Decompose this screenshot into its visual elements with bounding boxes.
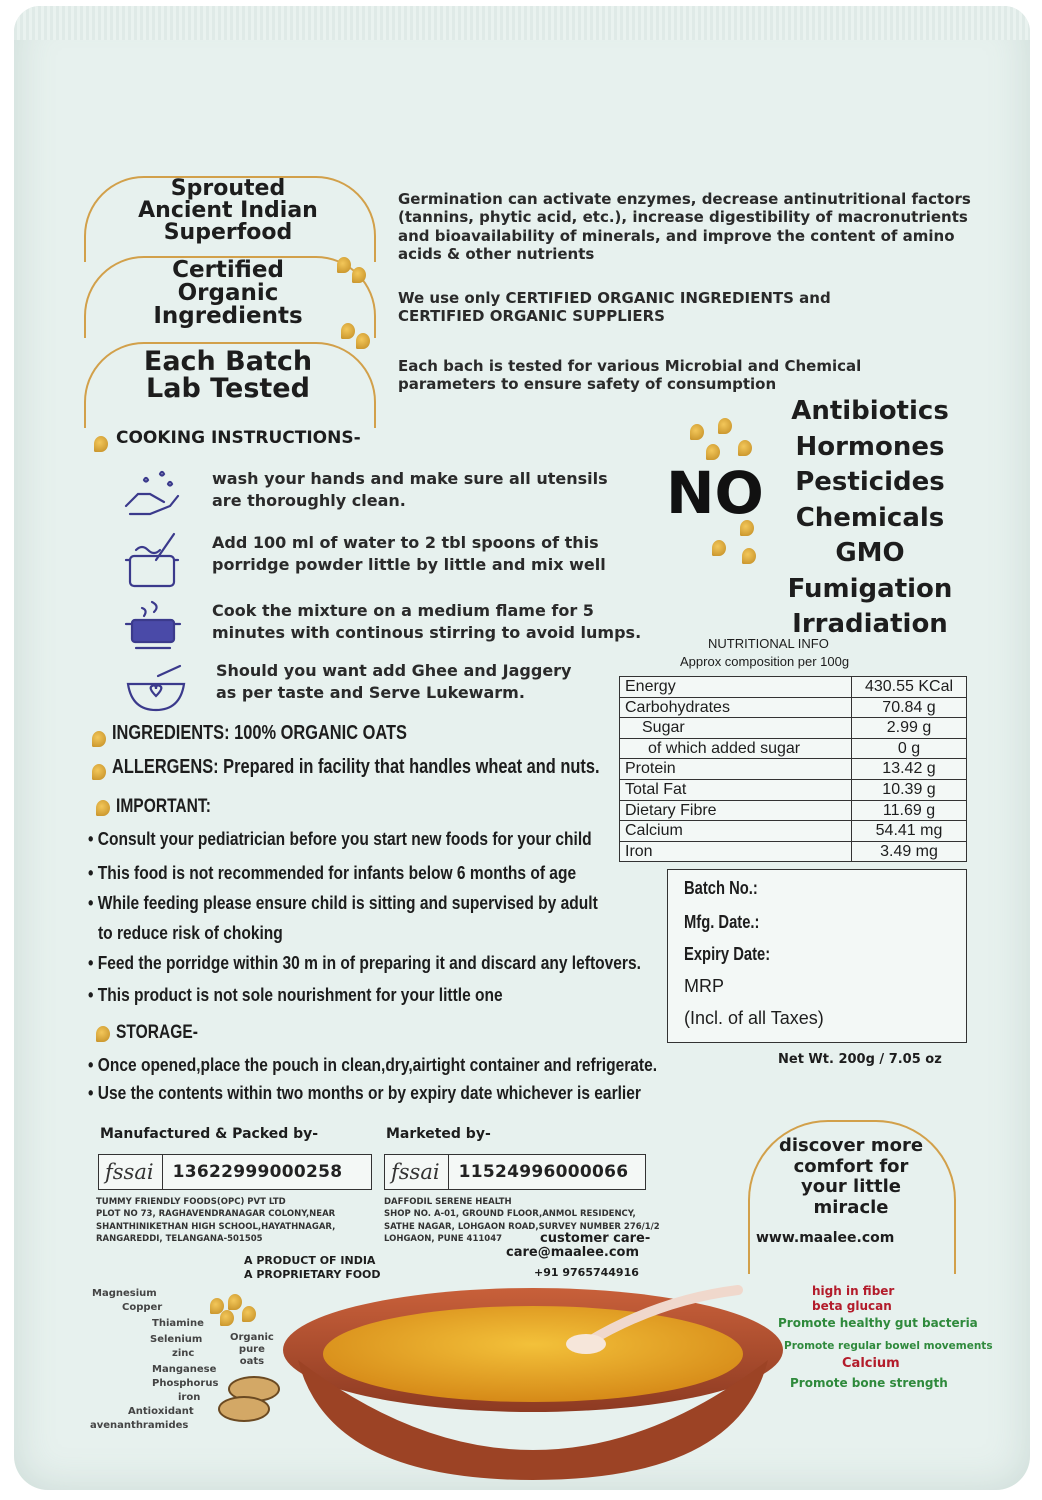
important-heading: IMPORTANT:: [116, 796, 211, 817]
stove-cooking-icon: [122, 598, 186, 656]
table-row: Protein 13.42 g: [620, 759, 967, 780]
feature-text-sprouted: Germination can activate enzymes, decrease antinutritional factors (tannins, phytic acid, etc.), increase digestibility of macronutrients and bioavailability of minerals, and improve the content of amino acids & other nutrients: [398, 190, 971, 263]
nutrient-label: Magnesium: [92, 1288, 157, 1299]
cooking-step-2: Add 100 ml of water to 2 tbl spoons of this porridge powder little by little and mix well: [212, 533, 606, 575]
feature-title-lab-tested: Each Batch Lab Tested: [143, 346, 313, 404]
nutrient-label: zinc: [172, 1348, 195, 1359]
storage-heading: STORAGE-: [116, 1022, 198, 1043]
leaf-bullet-icon: [92, 731, 106, 747]
important-bullet: • While feeding please ensure child is sitting and supervised by adult: [88, 892, 598, 913]
table-row: Carbohydrates 70.84 g: [620, 697, 967, 718]
cooking-heading: COOKING INSTRUCTIONS-: [116, 428, 361, 448]
no-item: Chemicals: [795, 502, 945, 533]
important-bullet: • This product is not sole nourishment for your little one: [88, 984, 503, 1005]
seed-cluster-icon: [341, 323, 355, 339]
seed-cluster-icon: [356, 333, 370, 349]
feature-text-lab-tested: Each bach is tested for various Microbial and Chemical parameters to ensure safety of consumption: [398, 357, 862, 394]
ingredients-line: INGREDIENTS: 100% ORGANIC OATS: [112, 722, 407, 744]
important-bullet: • Consult your pediatrician before you start new foods for your child: [88, 828, 592, 849]
feature-title-sprouted: Sprouted Ancient Indian Superfood: [138, 176, 318, 245]
storage-bullet: • Use the contents within two months or by expiry date whichever is earlier: [88, 1082, 641, 1103]
seed-cluster-icon: [738, 440, 752, 456]
feature-title-organic: Certified Organic Ingredients: [153, 257, 303, 329]
table-row: Calcium 54.41 mg: [620, 821, 967, 842]
oat-grain-icon: [242, 1306, 256, 1322]
expiry-date-label: Expiry Date:: [684, 944, 771, 964]
leaf-bullet-icon: [94, 436, 108, 452]
pot-mixing-icon: [122, 530, 186, 592]
table-row: Total Fat 10.39 g: [620, 779, 967, 800]
nutrient-label: Selenium: [150, 1334, 203, 1345]
customer-care: customer care- care@maalee.com: [506, 1231, 651, 1261]
batch-info-box: [667, 869, 967, 1043]
nutrient-label: iron: [178, 1392, 201, 1403]
nutrition-subtitle: Approx composition per 100g: [680, 654, 850, 669]
benefit-fiber: high in fiber beta glucan: [812, 1284, 895, 1313]
seed-cluster-icon: [337, 257, 351, 273]
feature-text-organic: We use only CERTIFIED ORGANIC INGREDIENTS and CERTIFIED ORGANIC SUPPLIERS: [398, 289, 831, 326]
seed-cluster-icon: [690, 424, 704, 440]
important-bullet: • This food is not recommended for infants below 6 months of age: [88, 862, 577, 883]
benefit-bone: Promote bone strength: [790, 1376, 948, 1390]
seed-cluster-icon: [706, 444, 720, 460]
seed-cluster-icon: [742, 548, 756, 564]
benefit-calcium: Calcium: [842, 1356, 900, 1371]
nutrient-label: Phosphorus: [152, 1378, 219, 1389]
website-link[interactable]: www.maalee.com: [756, 1230, 895, 1246]
cooking-step-1: wash your hands and make sure all utensils are thoroughly clean.: [212, 469, 608, 511]
nutrition-title: NUTRITIONAL INFO: [708, 636, 829, 651]
benefit-bowel: Promote regular bowel movements: [784, 1340, 993, 1352]
pouch-top-seal: [14, 6, 1030, 40]
nutrient-label: Manganese: [152, 1364, 217, 1375]
marketer-heading: Marketed by-: [386, 1126, 491, 1142]
storage-bullet: • Once opened,place the pouch in clean,dry,airtight container and refrigerate.: [88, 1054, 658, 1075]
table-row: Sugar 2.99 g: [620, 718, 967, 739]
batch-no-label: Batch No.:: [684, 878, 758, 898]
customer-care-phone: +91 9765744916: [534, 1266, 639, 1279]
mrp-label: MRP: [684, 976, 724, 996]
cooking-step-4: Should you want add Ghee and Jaggery as per taste and Serve Lukewarm.: [216, 661, 572, 703]
manufacturer-heading: Manufactured & Packed by-: [100, 1126, 319, 1142]
table-row: of which added sugar 0 g: [620, 738, 967, 759]
organic-oats-label: Organic pure oats: [230, 1332, 274, 1367]
no-item: Pesticides: [795, 467, 945, 497]
mrp-note: (Incl. of all Taxes): [684, 1008, 824, 1028]
mfg-date-label: Mfg. Date.:: [684, 912, 760, 932]
allergens-line: ALLERGENS: Prepared in facility that handles wheat and nuts.: [112, 756, 600, 778]
no-item: GMO: [835, 538, 905, 568]
important-bullet-continued: to reduce risk of choking: [98, 922, 283, 943]
net-weight: Net Wt. 200g / 7.05 oz: [778, 1052, 942, 1067]
no-item: Hormones: [795, 431, 945, 462]
fssai-logo-icon: fssai: [99, 1155, 163, 1189]
table-row: Iron 3.49 mg: [620, 841, 967, 862]
promo-text: discover more comfort for your little miracle: [778, 1135, 924, 1219]
table-row: Dietary Fibre 11.69 g: [620, 800, 967, 821]
cooking-step-3: Cook the mixture on a medium flame for 5 minutes with continous stirring to avoid lumps.: [212, 601, 642, 643]
no-label: NO: [666, 459, 764, 527]
benefit-gut: Promote healthy gut bacteria: [778, 1316, 978, 1330]
manufacturer-fssai: fssai 13622999000258: [98, 1154, 372, 1190]
no-item: Irradiation: [792, 609, 948, 639]
origin-statement: A PRODUCT OF INDIA A PROPRIETARY FOOD: [244, 1254, 381, 1282]
porridge-bowl-illustration: [268, 1280, 798, 1486]
leaf-bullet-icon: [92, 764, 106, 780]
nutrition-table: [619, 676, 967, 862]
leaf-bullet-icon: [96, 1026, 110, 1042]
serving-bowl-icon: [124, 662, 188, 716]
important-bullet: • Feed the porridge within 30 m in of preparing it and discard any leftovers.: [88, 952, 641, 973]
marketer-fssai: fssai 11524996000066: [384, 1154, 646, 1190]
oat-grain-icon: [220, 1310, 234, 1326]
oat-seed-icon: [218, 1396, 270, 1422]
table-row: Energy 430.55 KCal: [620, 677, 967, 698]
seed-cluster-icon: [352, 267, 366, 283]
seed-cluster-icon: [718, 418, 732, 434]
fssai-logo-icon: fssai: [385, 1155, 449, 1189]
leaf-bullet-icon: [96, 800, 110, 816]
oat-grain-icon: [228, 1294, 242, 1310]
nutrient-label: Thiamine: [152, 1318, 204, 1329]
nutrient-label: avenanthramides: [90, 1420, 189, 1431]
no-list: [772, 394, 968, 643]
hand-wash-icon: [120, 466, 188, 526]
no-item: Fumigation: [787, 573, 953, 604]
no-item: Antibiotics: [791, 396, 949, 426]
nutrient-label: Antioxidant: [128, 1406, 194, 1417]
seed-cluster-icon: [712, 540, 726, 556]
manufacturer-address: TUMMY FRIENDLY FOODS(OPC) PVT LTD PLOT NO 73, RAGHAVENDRANAGAR COLONY,NEAR SHANTHINIKETHAN HIGH SCHOOL,HAYATHNAGAR, RANGAREDDI, TELANGANA-501505: [96, 1197, 336, 1244]
marketer-address: DAFFODIL SERENE HEALTH SHOP NO. A-01, GROUND FLOOR,ANMOL RESIDENCY, SATHE NAGAR, LOHGAON ROAD,SURVEY NUMBER 276/1/2 LOHGAON, PUNE 411047: [384, 1197, 660, 1244]
nutrient-label: Copper: [122, 1302, 163, 1313]
